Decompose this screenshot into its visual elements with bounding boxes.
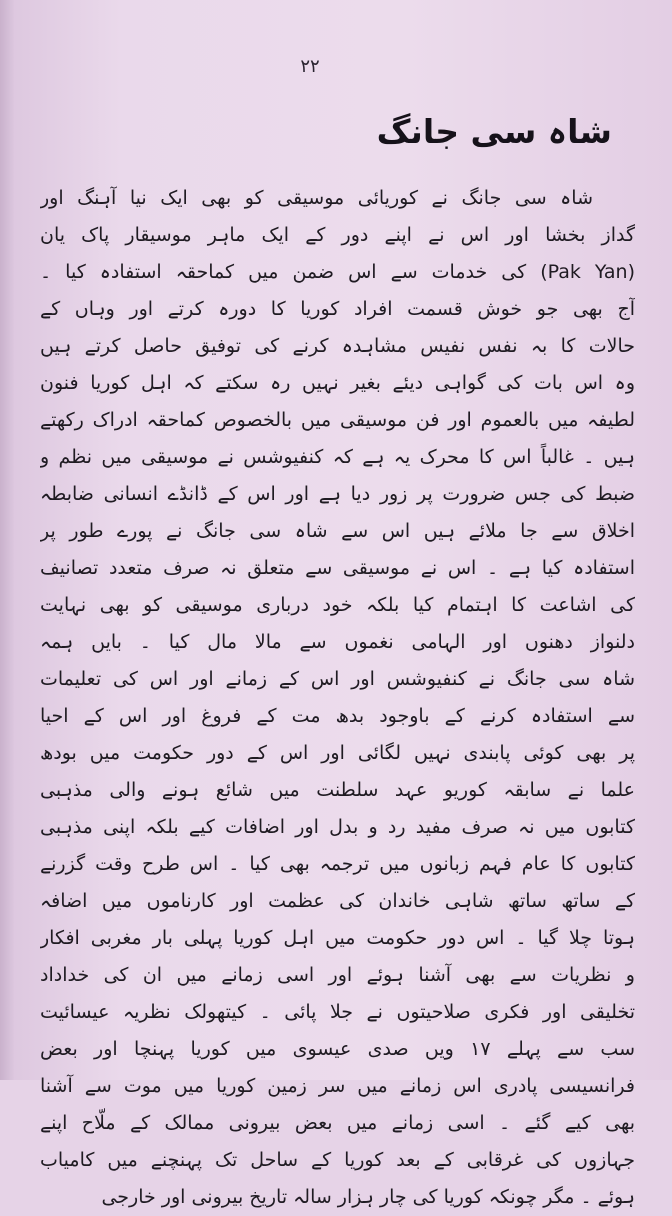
text-line: تخلیقی اور فکری صلاحیتوں نے جلا پائی ۔ کیتھولک نظریہ عیسائیت (40, 1001, 635, 1023)
text-line: حالات کا بہ نفس نفیس مشاہدہ کرنے کی توفیق حاصل کرتے ہیں (40, 335, 635, 357)
body-text (40, 180, 635, 1216)
text-line: کتابوں میں نہ صرف مفید رد و بدل اور اضافات کیے بلکہ اپنی مذہبی (40, 816, 635, 838)
text-line: ضبط کی جس ضرورت پر زور دیا ہے اور اس کے ڈانڈے انسانی ضابطہ (40, 483, 635, 505)
text-line: آج بھی جو خوش قسمت افراد کوریا کا دورہ کرتے اور وہاں کے (40, 298, 635, 320)
text-line: سے استفادہ کرنے کے باوجود بدھ مت کے فروغ اور اس کے احیا (40, 705, 635, 727)
text-line: ہوتا چلا گیا ۔ اس دور حکومت میں اہل کوریا پہلی بار مغربی افکار (40, 927, 635, 949)
section-heading: شاہ سی جانگ (376, 112, 612, 151)
text-line: جہازوں کی غرقابی کے بعد کوریا کے ساحل تک پہنچنے میں کامیاب (40, 1149, 635, 1171)
text-line: استفادہ کیا ہے ۔ اس نے موسیقی سے متعلق نہ صرف متعدد تصانیف (40, 557, 635, 579)
text-line: بھی کیے گئے ۔ اسی زمانے میں بعض بیرونی ممالک کے ملّاح اپنے (40, 1112, 635, 1134)
text-line: شاہ سی جانگ نے کوریائی موسیقی کو بھی ایک نیا آہنگ اور (40, 187, 593, 209)
text-line: (Pak Yan) کی خدمات سے اس ضمن میں کماحقہ استفادہ کیا ۔ (40, 261, 635, 283)
text-line: ہوئے ۔ مگر چونکہ کوریا کی چار ہزار سالہ تاریخ بیرونی اور خارجی (101, 1186, 635, 1208)
text-line: و نظریات سے بھی آشنا ہوئے اور اسی زمانے میں ان کی خداداد (40, 964, 635, 986)
text-line: کی اشاعت کا اہتمام کیا بلکہ خود درباری موسیقی کو بھی نہایت (40, 594, 635, 616)
text-line: فرانسیسی پادری اس زمانے میں سر زمین کوریا میں موت سے آشنا (40, 1075, 635, 1097)
page-number: ۲۲ (300, 56, 320, 77)
text-line: کتابوں کا عام فہم زبانوں میں ترجمہ بھی کیا ۔ اس طرح وقت گزرنے (40, 853, 635, 875)
text-line: ہیں ۔ غالباً اس کا محرک یہ ہے کہ کنفیوشس نے موسیقی میں نظم و (40, 446, 635, 468)
text-line: اخلاق سے جا ملائے ہیں اس سے شاہ سی جانگ نے پورے طور پر (40, 520, 635, 542)
text-line: پر بھی کوئی پابندی نہیں لگائی اور اس کے دور حکومت میں بودھ (40, 742, 635, 764)
text-line: لطیفہ میں بالعموم اور فن موسیقی میں بالخصوص کماحقہ ادراک رکھتے (40, 409, 635, 431)
page-binding-edge (0, 0, 14, 1080)
text-line: دلنواز دھنوں اور الہامی نغموں سے مالا مال کیا ۔ بایں ہمہ (40, 631, 635, 653)
text-line: سب سے پہلے ۱۷ ویں صدی عیسوی میں کوریا پہنچا اور بعض (40, 1038, 635, 1060)
text-line: گداز بخشا اور اس نے اپنے دور کے ایک ماہر موسیقار پاک یان (40, 224, 635, 246)
text-line: علما نے سابقہ کوریو عہد سلطنت میں شائع ہونے والی مذہبی (40, 779, 635, 801)
text-line: شاہ سی جانگ نے کنفیوشس اور اس کے زمانے اور اس کی تعلیمات (40, 668, 635, 690)
text-line: کے ساتھ ساتھ شاہی خاندان کی عظمت اور کارناموں میں اضافہ (40, 890, 635, 912)
text-line: وہ اس بات کی گواہی دیئے بغیر نہیں رہ سکتے کہ اہل کوریا فنون (40, 372, 635, 394)
